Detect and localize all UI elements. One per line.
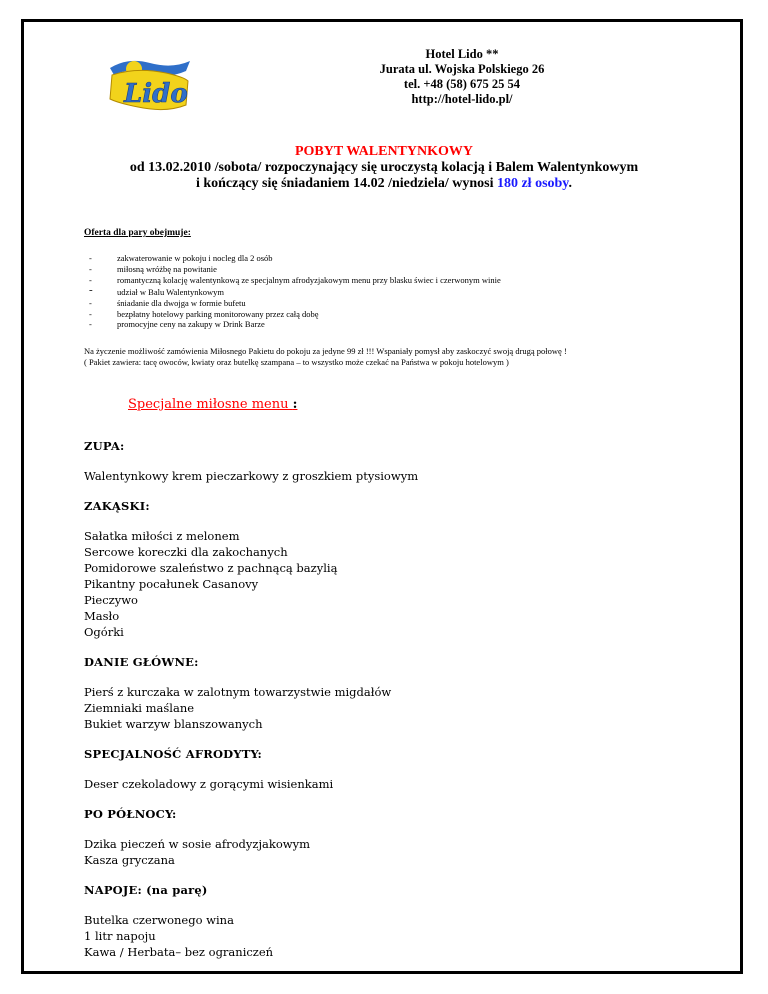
menu-section-dessert [84, 746, 418, 762]
menu-section-drinks-items [84, 912, 418, 960]
menu-section-midnight-items [84, 836, 418, 868]
menu-section-main-items [84, 684, 418, 732]
menu [84, 438, 418, 960]
package-note-line1: Na życzenie możliwość zamówienia Miłosnego Pakietu do pokoju za jedyne 99 zł !!! Wspaniały pomysł aby zaskoczyć swoją drugą połowę ! [84, 346, 567, 356]
menu-item: Bukiet warzyw blanszowanych [84, 717, 263, 731]
menu-item: Pikantny pocałunek Casanovy [84, 577, 259, 591]
menu-section-main [84, 654, 418, 670]
menu-item: Masło [84, 609, 120, 623]
menu-item: Deser czekoladowy z gorącymi wisienkami [84, 777, 334, 791]
menu-item: Sałatka miłości z melonem [84, 529, 240, 543]
offer-price-suffix: . [568, 176, 573, 191]
menu-title-text: Specjalne miłosne menu [128, 397, 293, 412]
menu-item: Dzika pieczeń w sosie afrodyzjakowym [84, 837, 311, 851]
offer-title-block [0, 144, 768, 192]
offer-price: 180 zł osoby [496, 176, 569, 191]
menu-item: Butelka czerwonego wina [84, 913, 234, 927]
menu-item: Pomidorowe szaleństwo z pachnącą bazylią [84, 561, 338, 575]
menu-title-colon: : [292, 397, 298, 412]
menu-section-dessert-items [84, 776, 418, 792]
list-item: - udział w Balu Walentynkowym [89, 283, 225, 297]
offer-dates-line: od 13.02.2010 /sobota/ rozpoczynający się uroczystą kolacją i Balem Walentynkowym [129, 160, 639, 175]
svg-text:Lido: Lido [124, 79, 188, 109]
menu-heading: PO PÓŁNOCY: [84, 807, 177, 821]
menu-item: Ziemniaki maślane [84, 701, 195, 715]
menu-heading: ZAKĄSKI: [84, 499, 150, 513]
menu-section-soup-items [84, 468, 418, 484]
menu-heading: DANIE GŁÓWNE: [84, 655, 199, 669]
menu-section-drinks [84, 882, 418, 898]
menu-section-starters [84, 498, 418, 514]
menu-item: Kasza gryczana [84, 853, 175, 867]
offer-price-prefix: i kończący się śniadaniem 14.02 /niedziela/ wynosi [195, 176, 497, 191]
menu-section-starters-items [84, 528, 418, 640]
package-list [84, 253, 501, 330]
list-item: - promocyjne ceny na zakupy w Drink Barze [89, 319, 265, 330]
menu-section-midnight [84, 806, 418, 822]
menu-item: Walentynkowy krem pieczarkowy z groszkiem ptysiowym [84, 469, 419, 483]
menu-item: Kawa / Herbata– bez ograniczeń [84, 945, 274, 959]
menu-section-soup [84, 438, 418, 454]
offer-title: POBYT WALENTYNKOWY [294, 144, 473, 159]
menu-heading: ZUPA: [84, 439, 125, 453]
offer-price-line [0, 176, 768, 192]
hotel-name: Hotel Lido ** [425, 47, 499, 61]
package-note [84, 346, 567, 368]
hotel-phone: tel. +48 (58) 675 25 54 [403, 77, 521, 91]
hotel-url[interactable]: http://hotel-lido.pl/ [411, 92, 513, 106]
package-header: Oferta dla pary obejmuje: [84, 228, 191, 238]
menu-item: Pierś z kurczaka w zalotnym towarzystwie migdałów [84, 685, 392, 699]
menu-title [128, 397, 297, 412]
hotel-info [0, 47, 768, 107]
menu-item: 1 litr napoju [84, 929, 156, 943]
list-item: - śniadanie dla dwojga w formie bufetu [89, 297, 246, 308]
menu-item: Pieczywo [84, 593, 138, 607]
list-item: - romantyczną kolację walentynkową ze specjalnym afrodyzjakowym menu przy blasku świec i czerwonym winie [89, 274, 501, 285]
menu-item: Sercowe koreczki dla zakochanych [84, 545, 288, 559]
list-item: - miłosną wróżbę na powitanie [89, 263, 217, 274]
menu-heading: NAPOJE: (na parę) [84, 883, 208, 897]
list-item: - zakwaterowanie w pokoju i nocleg dla 2 osób [89, 253, 273, 263]
hotel-address: Jurata ul. Wojska Polskiego 26 [379, 62, 545, 76]
package-note-line2: ( Pakiet zawiera: tacę owoców, kwiaty oraz butelkę szampana – to wszystko może czekać na Państwa w pokoju hotelowym ) [84, 357, 509, 367]
menu-item: Ogórki [84, 625, 124, 639]
list-item: - bezpłatny hotelowy parking monitorowany przez całą dobę [89, 308, 319, 319]
menu-heading: SPECJALNOŚĆ AFRODYTY: [84, 747, 262, 761]
